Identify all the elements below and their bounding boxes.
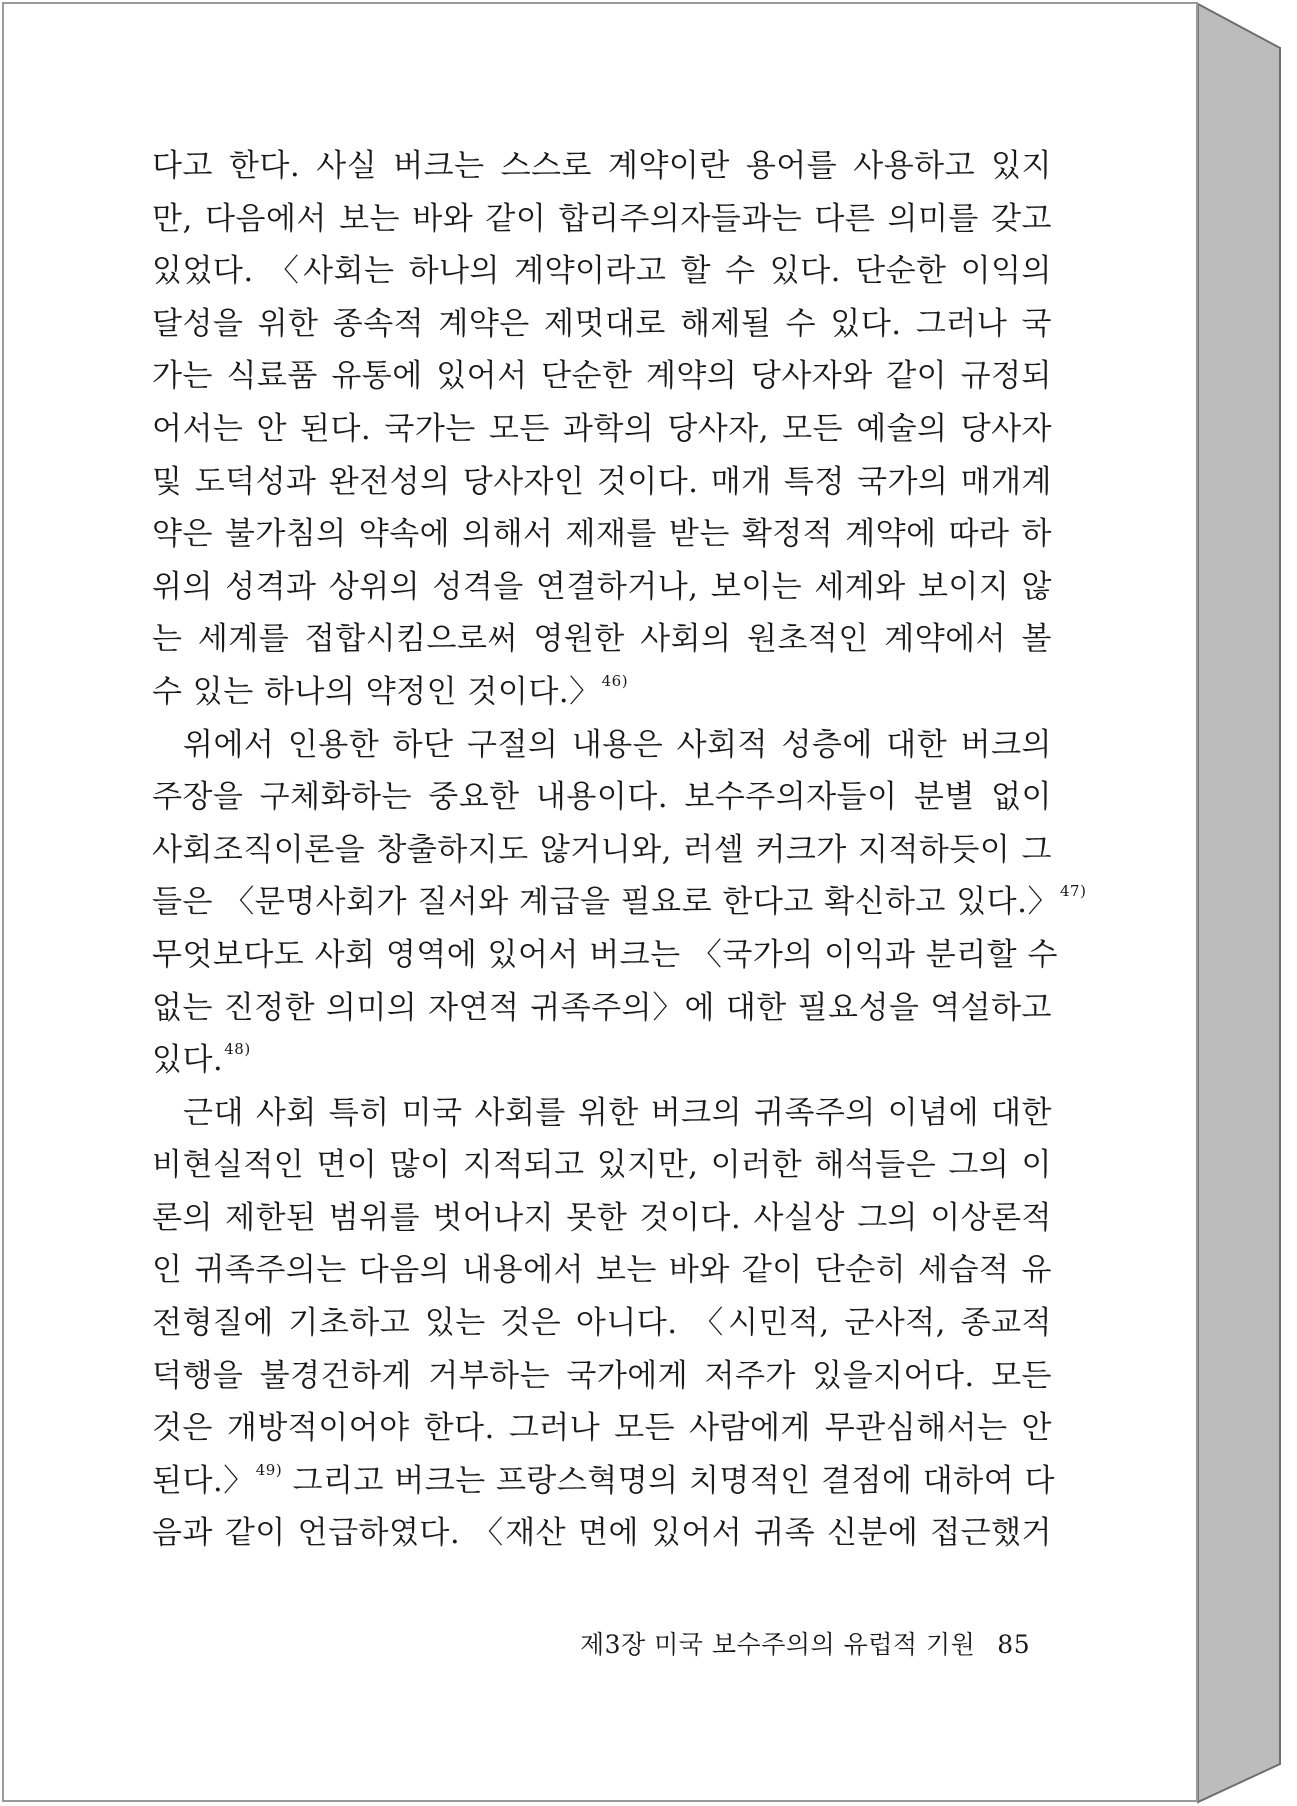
running-footer <box>580 1625 1030 1661</box>
text-line: 위에서 인용한 하단 구절의 내용은 사회적 성층에 대한 버크의 <box>183 726 1052 763</box>
text-line: 것은 개방적이어야 한다. 그러나 모든 사람에게 무관심해서는 안 <box>152 1410 1052 1447</box>
text-line: 없는 진정한 의미의 자연적 귀족주의〉에 대한 필요성을 역설하고 <box>152 989 1052 1026</box>
page-number: 85 <box>997 1630 1031 1659</box>
footnote-ref: 46) <box>601 671 629 690</box>
text-line: 만, 다음에서 보는 바와 같이 합리주의자들과는 다른 의미를 갖고 <box>152 200 1052 237</box>
text-line: 들은 〈문명사회가 질서와 계급을 필요로 한다고 확신하고 있다.〉$^{47)}$ <box>152 882 1087 921</box>
text-line: 사회조직이론을 창출하지도 않거니와, 러셀 커크가 지적하듯이 그 <box>152 831 1052 868</box>
text-line: 무엇보다도 사회 영역에 있어서 버크는 〈국가의 이익과 분리할 수 <box>152 936 1058 973</box>
text-line: 덕행을 불경건하게 거부하는 국가에게 저주가 있을지어다. 모든 <box>152 1357 1052 1394</box>
text-line: 된다.〉$^{49)}$ 그리고 버크는 프랑스혁명의 치명적인 결점에 대하여 다 <box>152 1460 1055 1499</box>
text-line: 가는 식료품 유통에 있어서 단순한 계약의 당사자와 같이 규정되 <box>152 358 1052 395</box>
text-line: 론의 제한된 범위를 벗어나지 못한 것이다. 사실상 그의 이상론적 <box>152 1199 1052 1236</box>
footnote-ref: 48) <box>224 1040 251 1059</box>
text-line: 음과 같이 언급하였다. 〈재산 면에 있어서 귀족 신분에 접근했거 <box>152 1515 1052 1552</box>
text-line: 비현실적인 면이 많이 지적되고 있지만, 이러한 해석들은 그의 이 <box>152 1147 1052 1184</box>
footnote-ref: 47) <box>1059 882 1087 901</box>
text-line: 다고 한다. 사실 버크는 스스로 계약이란 용어를 사용하고 있지 <box>152 148 1052 184</box>
text-line: 달성을 위한 종속적 계약은 제멋대로 해제될 수 있다. 그러나 국 <box>152 305 1052 342</box>
text-line: 전형질에 기초하고 있는 것은 아니다. 〈시민적, 군사적, 종교적 <box>152 1305 1052 1342</box>
text-line: 인 귀족주의는 다음의 내용에서 보는 바와 같이 단순히 세습적 유 <box>152 1252 1052 1289</box>
text-line: 근대 사회 특히 미국 사회를 위한 버크의 귀족주의 이념에 대한 <box>183 1094 1052 1131</box>
page-body <box>152 140 1087 1560</box>
text-line: 있었다. 〈사회는 하나의 계약이라고 할 수 있다. 단순한 이익의 <box>152 253 1052 290</box>
text-line: 및 도덕성과 완전성의 당사자인 것이다. 매개 특정 국가의 매개계 <box>152 463 1052 500</box>
text-line: 어서는 안 된다. 국가는 모든 과학의 당사자, 모든 예술의 당사자 <box>152 410 1052 447</box>
text-line: 위의 성격과 상위의 성격을 연결하거나, 보이는 세계와 보이지 않 <box>152 568 1052 605</box>
text-line: 는 세계를 접합시킴으로써 영원한 사회의 원초적인 계약에서 볼 <box>152 621 1052 658</box>
text-line: 주장을 구체화하는 중요한 내용이다. 보수주의자들이 분별 없이 <box>152 779 1052 816</box>
chapter-title: 제3장 미국 보수주의의 유럽적 기원 <box>580 1630 976 1659</box>
footnote-ref: 49) <box>255 1460 283 1479</box>
text-line: 수 있는 하나의 약정인 것이다.〉$^{46)}$ <box>152 671 629 710</box>
text-line: 있다.$^{48)}$ <box>152 1040 251 1079</box>
text-line: 약은 불가침의 약속에 의해서 제재를 받는 확정적 계약에 따라 하 <box>152 516 1052 553</box>
